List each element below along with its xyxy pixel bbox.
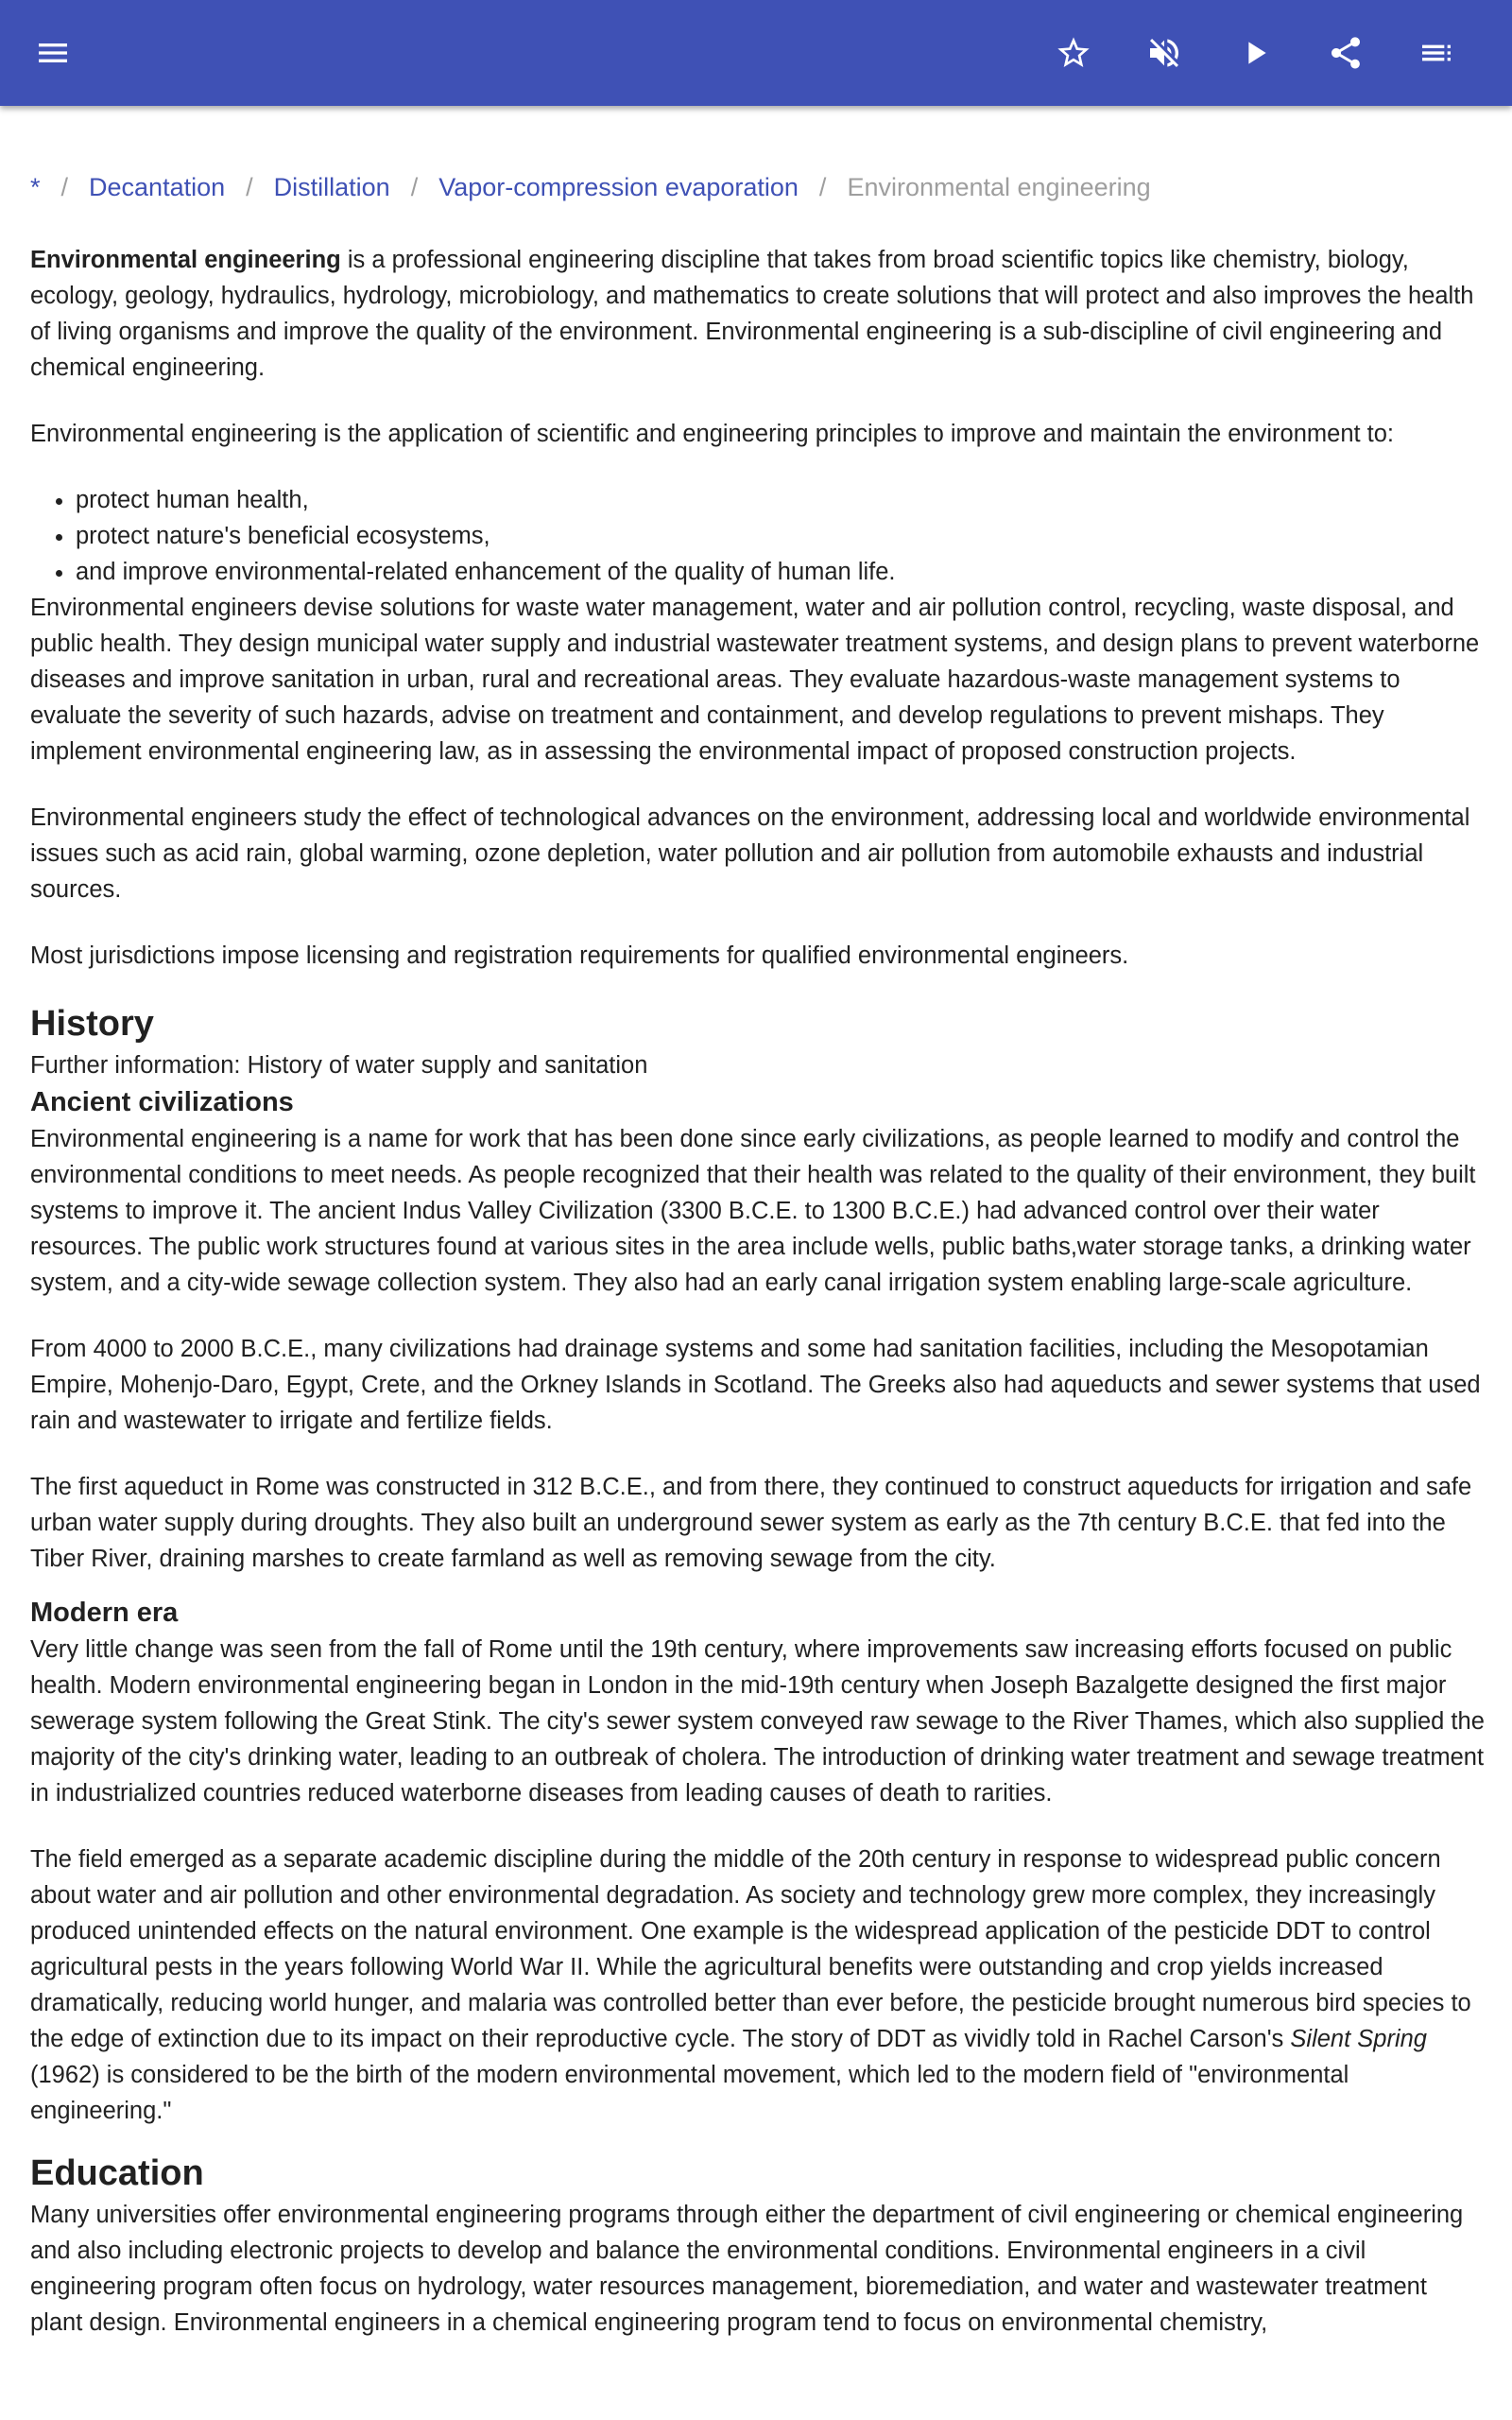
list-item: • protect human health, — [76, 482, 1486, 518]
share-icon — [1327, 34, 1365, 72]
ancient-paragraph-3: The first aqueduct in Rome was constructed in 312 B.C.E., and from there, they continued to construct aqueducts for irrigation and safe urban water supply during droughts. They also built an underground sewer system as early as the 7th century B.C.E. that fed into the Tiber River, draining marshes to create farmland as well as removing sewage from the city. — [30, 1474, 1472, 1572]
play-button[interactable] — [1225, 23, 1285, 83]
table-of-contents-button[interactable] — [1406, 23, 1467, 83]
history-heading: History — [30, 1004, 154, 1044]
education-heading: Education — [30, 2153, 204, 2193]
breadcrumb-separator: / — [246, 173, 253, 201]
breadcrumb-separator: / — [60, 173, 69, 201]
modern-paragraph-2-text: The field emerged as a separate academic discipline during the middle of the 20th century in response to widespread public concern about water and air pollution and other environmental degradation. As society and technology grew more complex, they increasingly produced unintended effects on the natural environment. One example is the widespread application of the pesticide DDT to control agricultural pests in the years following World War II. While the agricultural benefits were outstanding and crop yields increased dramatically, reducing world hunger, and malaria was controlled better than ever before, the pesticide brought numerous bird species to the edge of extinction due to its impact on their reproductive cycle. The story of DDT as vividly told in Rachel Carson's — [30, 1846, 1471, 2052]
breadcrumb — [30, 166, 1151, 208]
goals-list — [76, 482, 1486, 590]
book-title: Silent Spring — [1290, 2026, 1427, 2052]
share-button[interactable] — [1315, 23, 1376, 83]
play-icon — [1236, 34, 1274, 72]
list-item: • and improve environmental-related enhancement of the quality of human life. — [76, 554, 1486, 590]
modern-paragraph-1: Very little change was seen from the fall of Rome until the 19th century, where improvements saw increasing efforts focused on public health. Modern environmental engineering began in London in the mid-19th century when Joseph Bazalgette designed the first major sewerage system following the Great Stink. The city's sewer system conveyed raw sewage to the River Thames, which also supplied the majority of the city's drinking water, leading to an outbreak of cholera. The introduction of drinking water treatment and sewage treatment in industrialized countries reduced waterborne diseases from leading causes of death to rarities. — [30, 1636, 1485, 1806]
engineers-devise-paragraph: Environmental engineers devise solutions for waste water management, water and air pollution control, recycling, waste disposal, and public health. They design municipal water supply and industrial wastewater treatment systems, and design plans to prevent waterborne diseases and improve sanitation in urban, rural and recreational areas. They evaluate hazardous-waste management systems to evaluate the severity of such hazards, advise on treatment and containment, and develop regulations to prevent mishaps. They implement environmental engineering law, as in assessing the environmental impact of proposed construction projects. — [30, 595, 1480, 765]
star-outline-icon — [1055, 34, 1092, 72]
licensing-paragraph: Most jurisdictions impose licensing and registration requirements for qualified environmental engineers. — [30, 942, 1129, 969]
intro-paragraph — [30, 242, 1486, 386]
ancient-paragraph-1: Environmental engineering is a name for work that has been done since early civilizations, as people learned to modify and control the environmental conditions to meet needs. As people recognized that their health was related to the quality of their environment, they built systems to improve it. The ancient Indus Valley Civilization (3300 B.C.E. to 1300 B.C.E.) had advanced control over their water resources. The public work structures found at various sites in the area include wells, public baths,water storage tanks, a drinking water system, and a city-wide sewage collection system. They also had an early canal irrigation system enabling large-scale agriculture. — [30, 1126, 1476, 1296]
modern-paragraph-2-end: (1962) is considered to be the birth of the modern environmental movement, which led to the modern field of "environmental engineering." — [30, 2062, 1349, 2124]
breadcrumb-item-distillation[interactable]: Distillation — [273, 173, 390, 201]
breadcrumb-item-decantation[interactable]: Decantation — [89, 173, 226, 201]
article-term: Environmental engineering — [30, 247, 341, 273]
modern-era-heading: Modern era — [30, 1598, 179, 1628]
ancient-civilizations-heading: Ancient civilizations — [30, 1087, 294, 1117]
intro-text: is a professional engineering discipline that takes from broad scientific topics like chemistry, biology, ecology, geology, hydraulics, hydrology, microbiology, and mathematics to create solutions that will protect and also improves the health of living organisms and improve the quality of the environment. Environmental engineering is a sub-discipline of civil engineering and chemical engineering. — [30, 247, 1474, 381]
engineers-study-paragraph: Environmental engineers study the effect of technological advances on the environment, addressing local and worldwide environmental issues such as acid rain, global warming, ozone depletion, water pollution and air pollution from automobile exhausts and industrial sources. — [30, 804, 1470, 903]
modern-paragraph-2 — [30, 1841, 1486, 2129]
ancient-paragraph-2: From 4000 to 2000 B.C.E., many civilizations had drainage systems and some had sanitation facilities, including the Mesopotamian Empire, Mohenjo-Daro, Egypt, Crete, and the Orkney Islands in Scotland. The Greeks also had aqueducts and sewer systems that used rain and wastewater to irrigate and fertilize fields. — [30, 1336, 1481, 1434]
breadcrumb-separator: / — [818, 173, 827, 201]
app-bar — [0, 0, 1512, 106]
further-information[interactable]: Further information: History of water supply and sanitation — [30, 1052, 648, 1079]
playlist-icon — [1418, 34, 1455, 72]
volume-off-icon — [1145, 34, 1183, 72]
breadcrumb-item-current: Environmental engineering — [847, 173, 1151, 201]
menu-button[interactable] — [23, 23, 83, 83]
list-item: • protect nature's beneficial ecosystems, — [76, 518, 1486, 554]
breadcrumb-separator: / — [410, 173, 419, 201]
article-content — [30, 242, 1486, 2371]
bookmark-button[interactable] — [1043, 23, 1104, 83]
breadcrumb-item-vapor-compression[interactable]: Vapor-compression evaporation — [438, 173, 799, 201]
application-paragraph: Environmental engineering is the application of scientific and engineering principles to improve and maintain the environment to: — [30, 421, 1395, 447]
menu-icon — [34, 34, 72, 72]
breadcrumb-item-home[interactable]: * — [30, 173, 41, 201]
mute-button[interactable] — [1134, 23, 1194, 83]
education-paragraph-1: Many universities offer environmental engineering programs through either the department of civil engineering or chemical engineering and also including electronic projects to develop and balance the environmental conditions. Environmental engineers in a civil engineering program often focus on hydrology, water resources management, bioremediation, and water and wastewater treatment plant design. Environmental engineers in a chemical engineering program tend to focus on environmental chemistry, — [30, 2202, 1464, 2336]
